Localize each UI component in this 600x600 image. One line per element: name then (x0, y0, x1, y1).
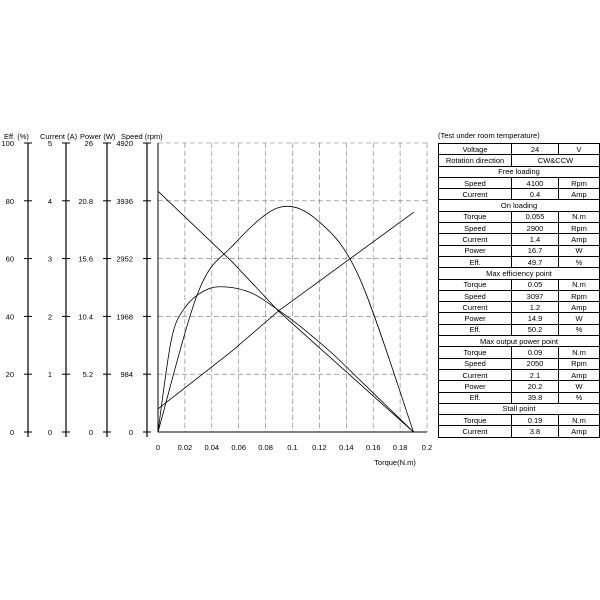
table-cell: N.m (559, 279, 600, 290)
table-row (439, 358, 600, 369)
point-eff (205, 290, 206, 291)
axis-tick-label: 2952 (116, 254, 133, 264)
table-cell: 0.05 (512, 279, 559, 290)
point-power-w (319, 222, 320, 223)
table-row (439, 279, 600, 290)
table-cell: Torque (439, 279, 512, 290)
table-cell: Speed (439, 177, 512, 188)
table-cell: W (559, 381, 600, 392)
table-row (439, 426, 600, 437)
table-cell: Current (439, 189, 512, 200)
table-cell: 50.2 (512, 324, 559, 335)
point-eff (158, 432, 159, 433)
point-eff (386, 406, 387, 407)
table-row (439, 200, 600, 211)
axis-tick-label: 1968 (116, 312, 133, 322)
table-row (439, 234, 600, 245)
table-row (439, 144, 600, 155)
point-power-w (232, 246, 233, 247)
axis-tick-label: 0 (88, 428, 93, 437)
table-cell: 4100 (512, 177, 559, 188)
axis-tick-label: 10.4 (78, 312, 93, 322)
table-cell: W (559, 245, 600, 256)
point-speed-rpm (232, 261, 233, 262)
table-cell: % (559, 324, 600, 335)
axis-tick-label: 60 (5, 254, 14, 264)
table-cell: Max efficiency point (439, 268, 600, 279)
table-cell: N.m (559, 347, 600, 358)
point-current-a (232, 351, 233, 352)
table-cell: % (559, 392, 600, 403)
axis-tick-label: 0 (128, 428, 133, 437)
point-current-a (413, 212, 414, 213)
table-cell: Amp (559, 302, 600, 313)
table-cell: Voltage (439, 144, 512, 155)
table-row (439, 347, 600, 358)
table-cell: 20.2 (512, 381, 559, 392)
table-cell: Power (439, 245, 512, 256)
table-cell: 1.2 (512, 302, 559, 313)
table-cell: Amp (559, 189, 600, 200)
table-cell: CW&CCW (512, 155, 600, 166)
axis-tick-label: 1 (47, 370, 52, 380)
point-eff (306, 331, 307, 332)
table-cell: 2.1 (512, 369, 559, 380)
table-row (439, 392, 600, 403)
table-row (439, 245, 600, 256)
table-row (439, 336, 600, 347)
table-cell: Rpm (559, 223, 600, 234)
axis-tick-label: 100 (1, 139, 14, 148)
table-cell: W (559, 313, 600, 324)
table-cell: Eff. (439, 256, 512, 267)
x-axis-label: Torque(N.m) (374, 458, 416, 467)
table-row (439, 324, 600, 335)
x-tick-label: 0.06 (231, 443, 247, 452)
point-speed-rpm (279, 311, 280, 312)
point-speed-rpm (158, 191, 159, 192)
curve-speed-rpm (158, 191, 414, 432)
x-tick-label: 0.12 (312, 443, 327, 452)
table-cell: Speed (439, 290, 512, 301)
spec-table (438, 143, 600, 438)
table-row (439, 256, 600, 267)
axis-tick-label: 15.6 (78, 254, 93, 264)
table-cell: 0.19 (512, 415, 559, 426)
table-row (439, 223, 600, 234)
x-tick-label: 0.1 (287, 443, 298, 452)
x-tick-label: 0.08 (258, 443, 273, 452)
table-cell: Amp (559, 234, 600, 245)
point-eff (279, 310, 280, 311)
table-cell: Rpm (559, 177, 600, 188)
axis-title-power-w: Power (W) (80, 132, 116, 141)
point-eff (359, 380, 360, 381)
table-row (439, 177, 600, 188)
table-cell: 2900 (512, 223, 559, 234)
table-row (439, 313, 600, 324)
table-cell: % (559, 256, 600, 267)
point-eff (171, 339, 172, 340)
axis-tick-label: 4920 (116, 139, 133, 148)
axis-tick-label: 0 (9, 428, 14, 437)
axis-tick-label: 5 (47, 139, 52, 148)
axis-tick-label: 20 (5, 370, 14, 380)
axis-tick-label: 2 (47, 312, 52, 322)
table-cell: 14.9 (512, 313, 559, 324)
curve-eff (158, 287, 414, 432)
curve-current-a (158, 212, 414, 409)
table-cell: V (559, 144, 600, 155)
axis-tick-label: 20.8 (78, 196, 93, 206)
table-row (439, 155, 600, 166)
x-tick-label: 0.16 (365, 443, 381, 452)
chart-axes (1, 132, 432, 452)
point-eff (252, 293, 253, 294)
axis-title-speed-rpm: Speed (rpm) (121, 132, 163, 141)
table-row (439, 403, 600, 414)
table-cell: Power (439, 313, 512, 324)
table-cell: Torque (439, 347, 512, 358)
table-cell: 39.8 (512, 392, 559, 403)
table-cell: Amp (559, 369, 600, 380)
point-eff (413, 432, 414, 433)
table-row (439, 302, 600, 313)
table-cell: Torque (439, 415, 512, 426)
table-cell: 49.7 (512, 256, 559, 267)
point-current-a (158, 409, 159, 410)
table-cell: Current (439, 369, 512, 380)
table-cell: Stall point (439, 403, 600, 414)
table-row (439, 415, 600, 426)
axis-tick-label: 984 (120, 370, 133, 380)
axis-tick-label: 3 (47, 254, 52, 264)
point-eff (225, 287, 226, 288)
axis-tick-label: 26 (84, 139, 93, 148)
x-tick-label: 0.14 (338, 443, 354, 452)
axis-tick-label: 5.2 (82, 370, 93, 380)
x-tick-label: 0 (155, 443, 161, 452)
table-row (439, 381, 600, 392)
table-cell: N.m (559, 415, 600, 426)
axis-title-eff: Eff. (%) (4, 132, 29, 141)
table-cell: Power (439, 381, 512, 392)
table-cell: 3097 (512, 290, 559, 301)
table-cell: Rpm (559, 358, 600, 369)
table-cell: 16.7 (512, 245, 559, 256)
axis-tick-label: 40 (5, 312, 14, 322)
table-caption: (Test under room temperature) (438, 131, 540, 140)
table-cell: Torque (439, 211, 512, 222)
table-cell: Amp (559, 426, 600, 437)
table-cell: Current (439, 426, 512, 437)
table-cell: Max output power point (439, 336, 600, 347)
point-power-w (279, 207, 280, 208)
axis-tick-label: 3936 (116, 196, 133, 206)
table-cell: 0.09 (512, 347, 559, 358)
chart-grid (158, 143, 427, 432)
point-eff (185, 307, 186, 308)
table-cell: Current (439, 234, 512, 245)
table-row (439, 166, 600, 177)
x-tick-label: 0.02 (177, 443, 193, 452)
point-power-w (359, 278, 360, 279)
table-cell: 2050 (512, 358, 559, 369)
chart-curves (158, 191, 414, 432)
table-cell: Speed (439, 358, 512, 369)
table-cell: Rotation direction (439, 155, 512, 166)
point-eff (333, 354, 334, 355)
table-row (439, 189, 600, 200)
axis-tick-label: 80 (5, 196, 14, 206)
table-cell: Eff. (439, 324, 512, 335)
table-cell: 24 (512, 144, 559, 155)
table-cell: Rpm (559, 290, 600, 301)
table-cell: 1.4 (512, 234, 559, 245)
x-tick-label: 0.04 (204, 443, 220, 452)
table-cell: N.m (559, 211, 600, 222)
table-cell: On loading (439, 200, 600, 211)
table-cell: 0.055 (512, 211, 559, 222)
axis-tick-label: 0 (47, 428, 52, 437)
table-cell: Eff. (439, 392, 512, 403)
table-row (439, 268, 600, 279)
table-row (439, 369, 600, 380)
table-row (439, 211, 600, 222)
x-tick-label: 0.2 (421, 443, 433, 452)
x-tick-label: 0.18 (392, 443, 408, 452)
axis-tick-label: 4 (47, 196, 52, 206)
point-power-w (198, 292, 199, 293)
table-cell: Free loading (439, 166, 600, 177)
table-cell: Current (439, 302, 512, 313)
table-row (439, 290, 600, 301)
table-cell: Speed (439, 223, 512, 234)
table-cell: 3.8 (512, 426, 559, 437)
axis-title-current-a: Current (A) (40, 132, 78, 141)
table-cell: 0.4 (512, 189, 559, 200)
